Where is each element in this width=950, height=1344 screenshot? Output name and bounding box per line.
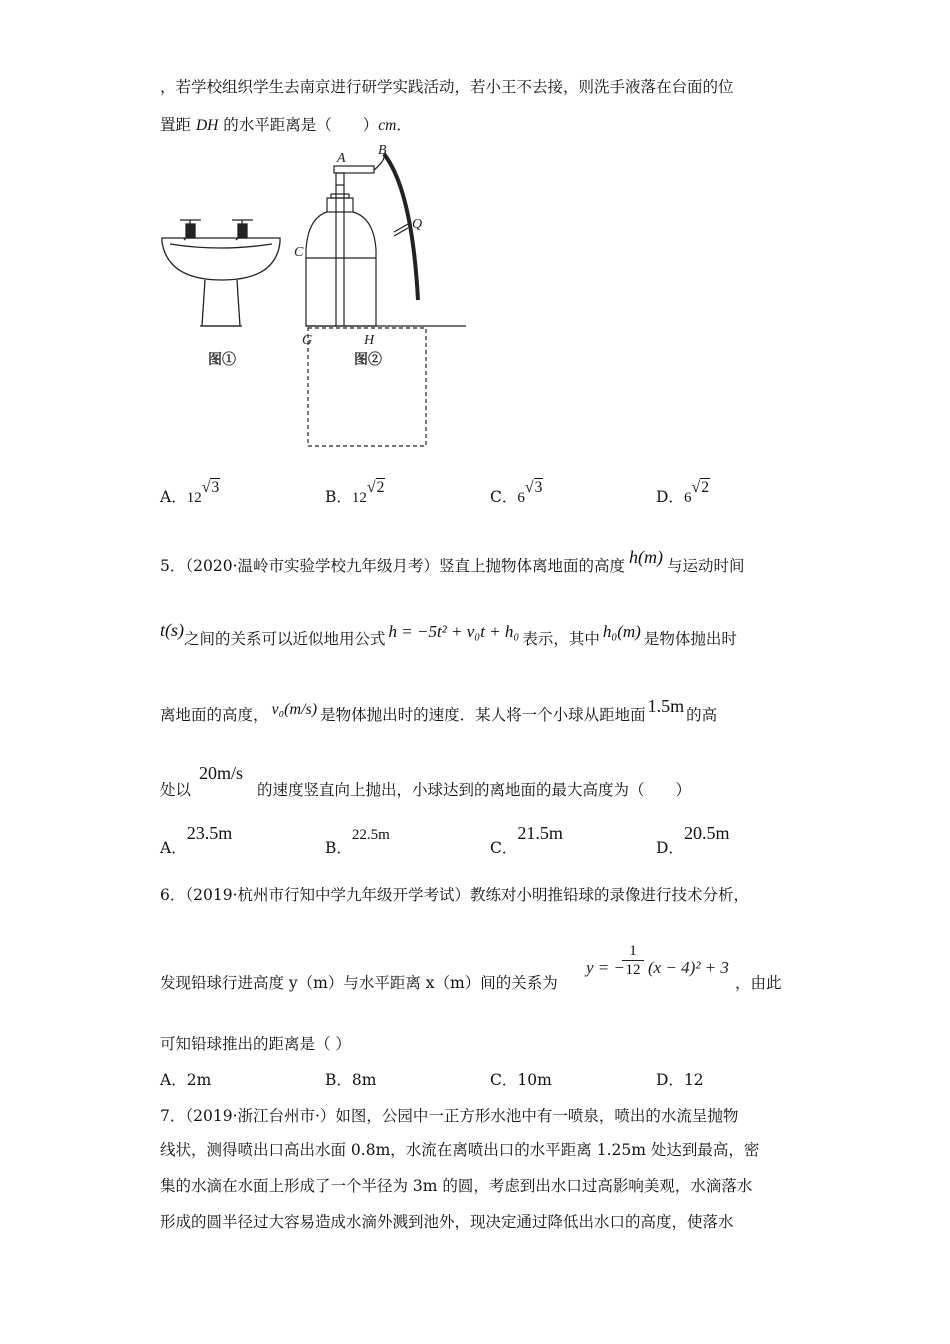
q6-formula-fraction	[622, 942, 644, 979]
q7-text-1: （2019·浙江台州市·）如图，公园中一正方形水池中有一喷泉，喷出的水流呈抛物	[185, 1107, 739, 1125]
q5-t-s: t(s)	[160, 620, 184, 640]
q4-option-a	[160, 479, 220, 507]
option-coef: 6	[517, 490, 525, 506]
option-coef: 12	[186, 490, 202, 506]
q5-number: 5．	[160, 557, 186, 575]
figure-sink-and-bottle	[150, 140, 480, 460]
fig1-label: 图①	[208, 353, 236, 368]
q4-option-d	[656, 479, 710, 507]
q7-line-4	[160, 1212, 734, 1232]
q5-text-2c: 是物体抛出时	[643, 630, 737, 648]
q6-formula-lhs: y = −	[586, 958, 625, 977]
q5-height-value: 1.5m	[647, 696, 685, 716]
point-q-label: Q	[412, 217, 423, 232]
option-value: 8m	[351, 1071, 377, 1089]
q6-text-2a: 发现铅球行进高度 y（m）与水平距离 x（m）间的关系为	[160, 974, 558, 992]
point-b-label: B	[378, 143, 387, 158]
q5-text-3c: 的高	[686, 706, 718, 724]
intro-text-2b: 的水平距离是（ ）	[218, 116, 379, 134]
q5-option-b	[325, 827, 390, 858]
option-letter: B．	[325, 839, 352, 857]
q6-formula-rest: (x − 4)² + 3	[648, 958, 729, 977]
unit-cm: cm	[378, 117, 397, 134]
q5-option-c	[490, 823, 563, 858]
option-letter: C．	[490, 839, 518, 857]
point-g-label: G	[302, 333, 313, 348]
option-letter: B．	[325, 1071, 352, 1089]
q6-line-2	[160, 973, 558, 993]
q6-line-2b	[735, 973, 782, 993]
option-letter: C．	[490, 488, 518, 506]
q6-option-a	[160, 1068, 211, 1090]
option-value: 22.5m	[351, 827, 390, 843]
q7-line-3	[160, 1176, 752, 1196]
intro-line-2	[160, 115, 412, 136]
intro-text-2a: 置距	[160, 116, 196, 134]
option-letter: A．	[160, 839, 187, 857]
q5-line-4	[160, 763, 692, 800]
q5-h0-m: h₀(m)	[602, 622, 641, 641]
q5-text-3b: 是物体抛出时的速度．某人将一个小球从距地面	[320, 706, 646, 724]
sqrt-icon: √	[691, 479, 701, 496]
sink-drawing	[162, 220, 280, 326]
option-value: 20.5m	[683, 823, 730, 843]
sqrt-icon: √	[366, 479, 376, 496]
q5-text-2b: 表示，其中	[522, 630, 600, 648]
intro-text-2end: ．	[396, 116, 412, 134]
radicand: 2	[376, 479, 385, 496]
q6-option-d	[656, 1068, 704, 1090]
sqrt-icon: √	[524, 479, 534, 496]
q5-option-d	[656, 823, 730, 858]
fig2-label: 图②	[354, 353, 382, 368]
q7-line-1	[160, 1106, 738, 1126]
fraction-denominator: 12	[625, 962, 641, 978]
radicand: 2	[701, 479, 709, 496]
q5-line-1	[160, 547, 745, 576]
option-value: 21.5m	[517, 823, 563, 843]
intro-line-1	[160, 77, 734, 97]
option-letter: D．	[656, 488, 684, 506]
q6-line-1	[160, 885, 749, 905]
q5-h-m: h(m)	[629, 547, 664, 567]
q5-option-a	[160, 823, 233, 858]
q5-text-4a: 处以	[160, 781, 192, 799]
q4-option-c	[490, 479, 543, 507]
radicand: 3	[211, 479, 220, 496]
segment-dh: DH	[195, 117, 219, 134]
q7-text-4: 形成的圆半径过大容易造成水滴外溅到池外，现决定通过降低出水口的高度，使落水	[160, 1213, 734, 1231]
q6-text-3: 可知铅球推出的距离是（ ）	[160, 1035, 351, 1053]
q4-option-b	[325, 479, 385, 507]
option-value: 2m	[186, 1071, 212, 1089]
q7-number: 7．	[160, 1107, 186, 1125]
point-c-label: C	[294, 245, 304, 260]
fraction-numerator: 1	[622, 942, 644, 961]
q6-number: 6．	[160, 886, 186, 904]
q6-text-2b: ，由此	[735, 974, 782, 992]
option-value: 10m	[517, 1071, 552, 1089]
point-h-label: H	[364, 333, 375, 348]
q5-formula: h = −5t² + v₀t + h₀	[388, 622, 520, 641]
option-letter: D．	[656, 1071, 684, 1089]
q5-line-3	[160, 696, 718, 726]
intro-text-1: ，若学校组织学生去南京进行研学实践活动，若小王不去接，则洗手液落在台面的位	[160, 78, 734, 96]
option-letter: B．	[325, 488, 352, 506]
option-coef: 12	[351, 490, 367, 506]
q7-text-3: 集的水滴在水面上形成了一个半径为 3m 的圆，考虑到出水口过高影响美观，水滴落水	[160, 1177, 753, 1195]
q6-text-1: （2019·杭州市行知中学九年级开学考试）教练对小明推铅球的录像进行技术分析，	[185, 886, 750, 904]
q5-v0-ms: v₀(m/s)	[271, 701, 318, 718]
q5-after-h: 与运动时间	[667, 557, 745, 575]
q5-speed-value: 20m/s	[199, 763, 244, 783]
q5-line-2	[160, 620, 737, 649]
bottle-drawing	[306, 154, 466, 446]
point-a-label: A	[337, 151, 346, 166]
q6-option-b	[325, 1068, 376, 1090]
option-value: 12	[683, 1071, 704, 1089]
option-coef: 6	[683, 490, 692, 506]
option-letter: D．	[656, 839, 684, 857]
radicand: 3	[534, 479, 543, 496]
option-value: 23.5m	[186, 823, 233, 843]
q5-text-3a: 离地面的高度，	[160, 706, 269, 724]
option-letter: A．	[160, 1071, 187, 1089]
option-letter: A．	[160, 488, 187, 506]
q7-text-2: 线状，测得喷出口高出水面 0.8m，水流在离喷出口的水平距离 1.25m 处达到最高，密	[160, 1141, 760, 1159]
q6-option-c	[490, 1068, 552, 1090]
q5-text-2a: 之间的关系可以近似地用公式	[184, 630, 386, 648]
q6-line-3	[160, 1034, 351, 1054]
q7-line-2	[160, 1140, 759, 1160]
q5-source: （2020·温岭市实验学校九年级月考）竖直上抛物体离地面的高度	[185, 557, 626, 575]
option-letter: C．	[490, 1071, 518, 1089]
sqrt-icon: √	[201, 479, 211, 496]
q5-text-4b: 的速度竖直向上抛出，小球达到的离地面的最大高度为（ ）	[257, 781, 692, 799]
